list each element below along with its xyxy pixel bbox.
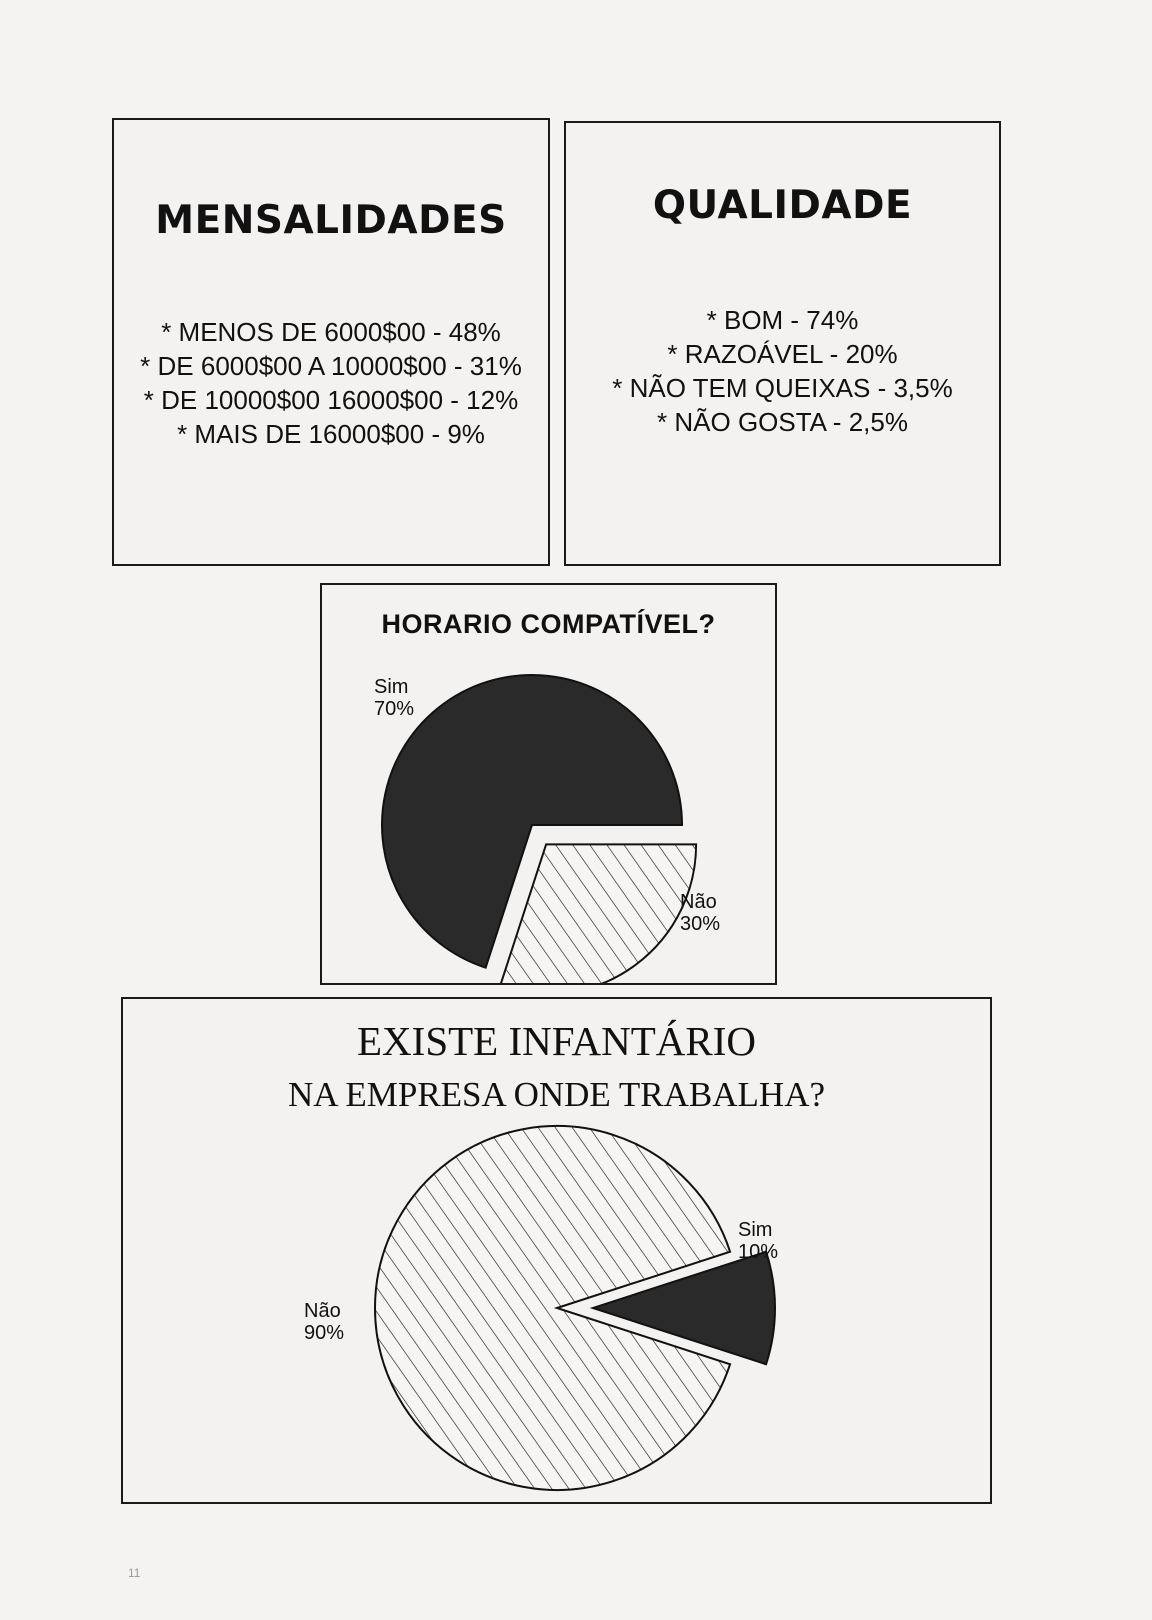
mensalidades-box [112,118,550,566]
mensalidades-list [114,315,548,451]
mensalidades-line: * DE 10000$00 16000$00 - 12% [143,385,519,415]
mensalidades-line: * MAIS DE 16000$00 - 9% [177,419,485,449]
mensalidades-line: * MENOS DE 6000$00 - 48% [161,317,501,347]
infantario-chart-title: EXISTE INFANTÁRIO [357,1018,756,1064]
infantario-pie-slice-value: 90% [304,1322,345,1344]
infantario-pie-slice-label: Sim [738,1219,773,1241]
horario-pie [322,585,775,983]
horario-pie-slice-value: 70% [374,698,415,720]
horario-chart-title: HORARIO COMPATÍVEL? [381,609,716,639]
qualidade-box [564,121,1001,566]
infantario-pie-slice-value: 10% [738,1241,779,1263]
infantario-pie [123,999,990,1502]
horario-pie-slice-label: Sim [374,676,409,698]
page-number: 11 [128,1566,141,1580]
qualidade-line: * NÃO GOSTA - 2,5% [657,407,908,437]
qualidade-line: * RAZOÁVEL - 20% [667,339,898,369]
horario-chart-box [320,583,777,985]
qualidade-line: * BOM - 74% [706,305,859,335]
horario-pie-slice-label: Não [680,891,717,913]
infantario-pie-slice-label: Não [304,1300,341,1322]
infantario-chart-box [121,997,992,1504]
horario-pie-slice-nao [500,844,696,983]
qualidade-title: QUALIDADE [652,183,913,228]
qualidade-line: * NÃO TEM QUEIXAS - 3,5% [612,373,953,403]
infantario-chart-subtitle: NA EMPRESA ONDE TRABALHA? [287,1075,826,1114]
mensalidades-title: MENSALIDADES [155,198,507,243]
mensalidades-line: * DE 6000$00 A 10000$00 - 31% [140,351,522,381]
qualidade-list [566,303,999,439]
horario-pie-slice-value: 30% [680,913,721,935]
